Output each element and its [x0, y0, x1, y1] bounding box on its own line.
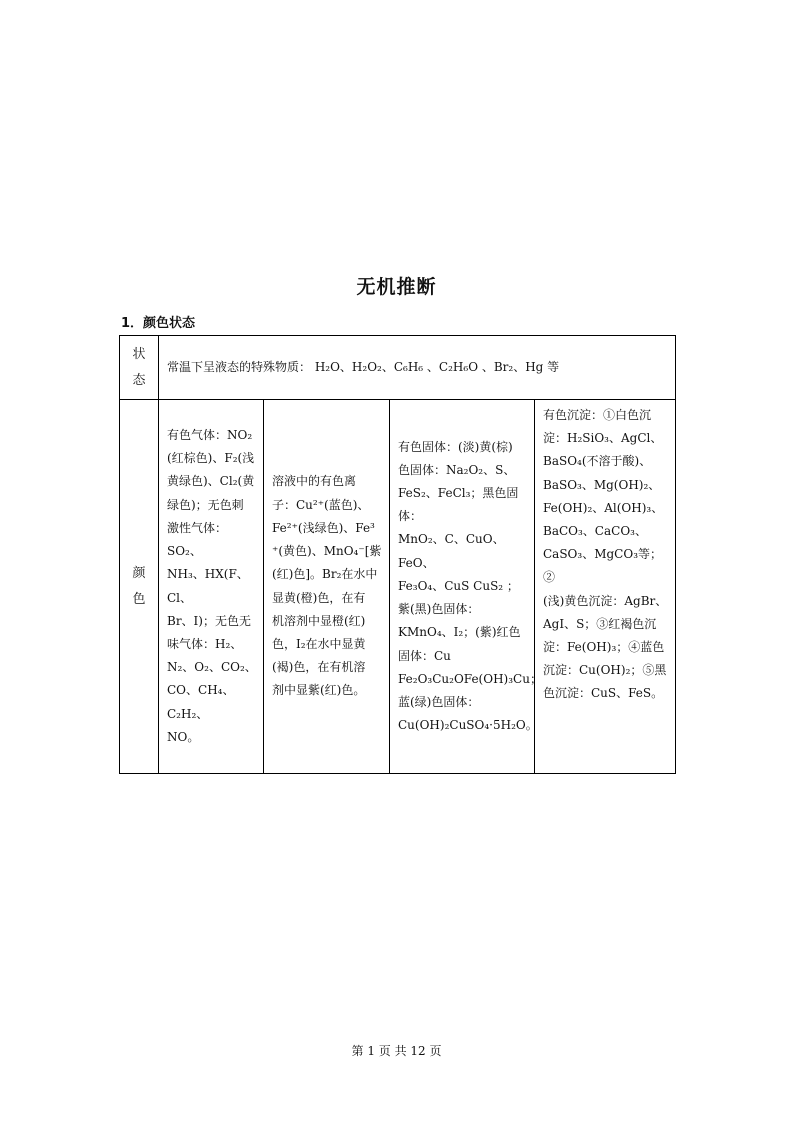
colored-ion-cell: [264, 400, 390, 774]
cell-line: (红)色]。Br₂在水中: [272, 567, 378, 582]
liquid-substances-text: 常温下呈液态的特殊物质： H₂O、H₂O₂、C₆H₆ 、C₂H₆O 、Br₂、Hg 等: [167, 359, 560, 374]
cell-line: 机溶剂中显橙(红): [272, 613, 366, 628]
state-label-char: 状: [132, 346, 146, 362]
cell-line: 沉淀：Cu(OH)₂；⑤黑: [543, 663, 667, 678]
table-row-color: [120, 400, 676, 774]
page-footer: 第 1 页 共 12 页: [351, 1044, 442, 1058]
cell-line: MnO₂、C、CuO、FeO、: [398, 532, 505, 570]
page-title: 无机推断: [356, 276, 437, 298]
cell-line: 溶液中的有色离: [272, 474, 357, 489]
state-label-cell: [120, 336, 159, 400]
cell-line: AgI、S；③红褐色沉: [543, 616, 657, 631]
cell-line: 色沉淀：CuS、FeS。: [543, 686, 664, 701]
cell-line: (褐)色，在有机溶: [272, 660, 366, 675]
cell-line: Fe(OH)₂、Al(OH)₃、: [543, 500, 664, 515]
cell-line: 淀：Fe(OH)₃；④蓝色: [543, 640, 665, 655]
cell-line: 有色气体：NO₂: [167, 428, 253, 443]
cell-line: Cu(OH)₂CuSO₄·5H₂O。: [398, 718, 538, 733]
cell-line: BaCO₃、CaCO₃、: [543, 524, 647, 539]
cell-line: 激性气体：SO₂、: [167, 520, 228, 559]
cell-line: 剂中显紫(红)色。: [272, 683, 366, 698]
cell-line: FeS₂、FeCl₃；黑色固体：: [398, 486, 519, 524]
cell-line: ⁺(黄色)、MnO₄⁻[紫: [272, 544, 382, 559]
color-label-cell: [120, 400, 159, 774]
cell-line: (浅)黄色沉淀：AgBr、: [543, 593, 668, 608]
cell-line: N₂、O₂、CO₂、: [167, 660, 257, 675]
cell-line: (红棕色)、F₂(浅: [167, 451, 255, 466]
cell-line: 有色沉淀：①白色沉: [543, 408, 652, 422]
cell-line: CO、CH₄、C₂H₂、: [167, 683, 235, 721]
cell-line: 紫(黑)色固体：: [398, 602, 480, 617]
cell-line: 子：Cu²⁺(蓝色)、: [272, 497, 370, 512]
cell-line: CaSO₃、MgCO₃等；②: [543, 547, 663, 585]
section-heading: 1．颜色状态: [121, 316, 196, 331]
liquid-substances-cell: [159, 336, 676, 400]
cell-line: Fe₃O₄、CuS CuS₂ ；: [398, 578, 519, 593]
cell-line: NH₃、HX(F、Cl、: [167, 567, 249, 605]
cell-line: BaSO₃、Mg(OH)₂、: [543, 477, 661, 492]
cell-line: 固体：Cu: [398, 648, 451, 663]
color-label-char: 色: [132, 591, 146, 607]
cell-line: 蓝(绿)色固体：: [398, 694, 480, 709]
colored-solid-cell: [390, 400, 542, 774]
cell-line: 色，I₂在水中显黄: [272, 636, 366, 651]
cell-line: NO。: [167, 729, 200, 744]
cell-line: Fe²⁺(浅绿色)、Fe³: [272, 520, 375, 535]
cell-line: 显黄(橙)色，在有: [272, 590, 366, 605]
color-label-char: 颜: [132, 565, 146, 581]
color-state-table: [119, 335, 676, 774]
cell-line: KMnO₄、I₂；(紫)红色: [398, 625, 521, 640]
cell-line: 绿色)；无色刺: [167, 497, 244, 512]
colored-gas-cell: [159, 400, 264, 774]
cell-line: 味气体：H₂、: [167, 636, 243, 651]
cell-line: Fe₂O₃Cu₂OFe(OH)₃Cu；: [398, 671, 542, 686]
cell-line: 淀：H₂SiO₃、AgCl、: [543, 431, 663, 446]
table-row-state: [120, 336, 676, 400]
cell-line: 有色固体：(淡)黄(棕): [398, 439, 513, 454]
state-label-char: 态: [132, 372, 146, 388]
cell-line: 黄绿色)、Cl₂(黄: [167, 474, 255, 489]
cell-line: Br、I)；无色无: [167, 613, 251, 628]
cell-line: 色固体：Na₂O₂、S、: [398, 462, 516, 477]
cell-line: BaSO₄(不溶于酸)、: [543, 454, 652, 469]
colored-precipitate-cell: [535, 400, 676, 774]
